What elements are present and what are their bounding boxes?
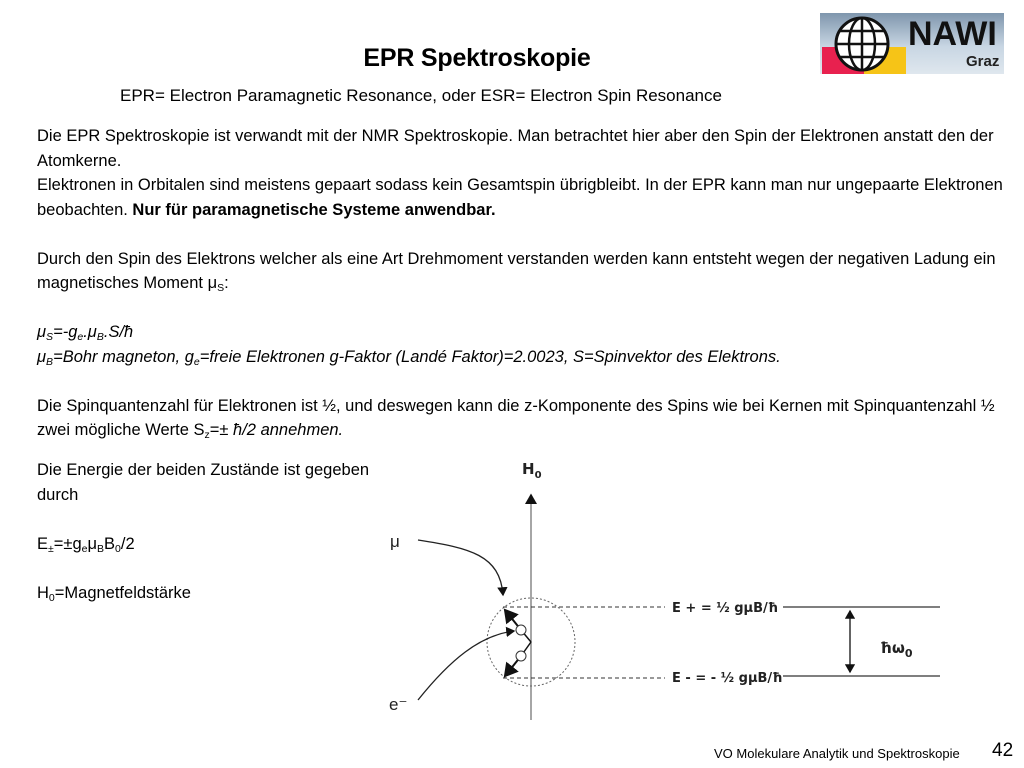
energy-text-block	[37, 458, 377, 605]
field-strength-definition: $H_0=Magnetfeldstärke$	[37, 583, 191, 604]
paragraph-spin-quantum-number: Die Spinquantenzahl für Elektronen ist ½, und deswegen kann die z-Komponente des Spins wie bei Kernen mit Spinquantenzahl ½ zwei mögliche Werte $S_z=\pm$ ħ/2 annehmen.	[37, 396, 995, 441]
page-number: 42	[992, 740, 1014, 761]
energy-description: Die Energie der beiden Zustände ist gegeben durch	[37, 461, 370, 504]
lower-energy-label: E - = - ½ gμB/ħ	[672, 671, 783, 686]
h0-label: $H_0$	[522, 460, 542, 481]
logo-nawi-text: NAWI	[908, 15, 997, 53]
mu-label: μ	[390, 532, 400, 551]
epr-energy-diagram	[370, 450, 980, 730]
formula-definitions: $\mu_B=Bohr$ magneton, $g_e=freie$ Elektronen g-Faktor (Landé Faktor)=2.0023, S=Spinvektor des Elektrons.	[37, 347, 781, 368]
body-text	[37, 124, 1007, 443]
spin-node-lower	[516, 651, 526, 661]
page-title: EPR Spektroskopie	[363, 44, 591, 72]
paragraph-magnetic-moment: Durch den Spin des Elektrons welcher als eine Art Drehmoment verstanden werden kann entsteht wegen der negativen Ladung ein magnetisches Moment $\mu_S$:	[37, 249, 996, 294]
page-subtitle: EPR= Electron Paramagnetic Resonance, oder ESR= Electron Spin Resonance	[120, 86, 722, 105]
paragraph-intro: Die EPR Spektroskopie ist verwandt mit der NMR Spektroskopie. Man betrachtet hier aber den Spin der Elektronen anstatt den der Atomkerne.	[37, 127, 994, 170]
paramagnetic-note: Nur für paramagnetische Systeme anwendbar.	[132, 200, 496, 219]
paragraph-paired-electrons: Elektronen in Orbitalen sind meistens gepaart sodass kein Gesamtspin übrigbleibt. In der EPR kann man nur ungepaarte Elektronen beobachten. Nur für paramagnetische Systeme anwendbar.	[37, 176, 1003, 219]
logo-graz-text: Graz	[966, 53, 1000, 70]
spin-node-upper	[516, 625, 526, 635]
upper-energy-label: E + = ½ gμB/ħ	[672, 601, 779, 616]
transition-energy-label: $ħ\omega_0$	[880, 639, 913, 660]
footer-course: VO Molekulare Analytik und Spektroskopie	[714, 746, 960, 761]
globe-icon	[834, 16, 890, 72]
formula-magnetic-moment: $\mu_S=-g_e.\mu_B.S/ħ$	[37, 323, 134, 343]
nawi-graz-logo	[820, 13, 1004, 74]
electron-label: e⁻	[389, 695, 408, 714]
energy-formula: $E_\pm=\pm g_e\mu_BB_0/2$	[37, 534, 135, 555]
